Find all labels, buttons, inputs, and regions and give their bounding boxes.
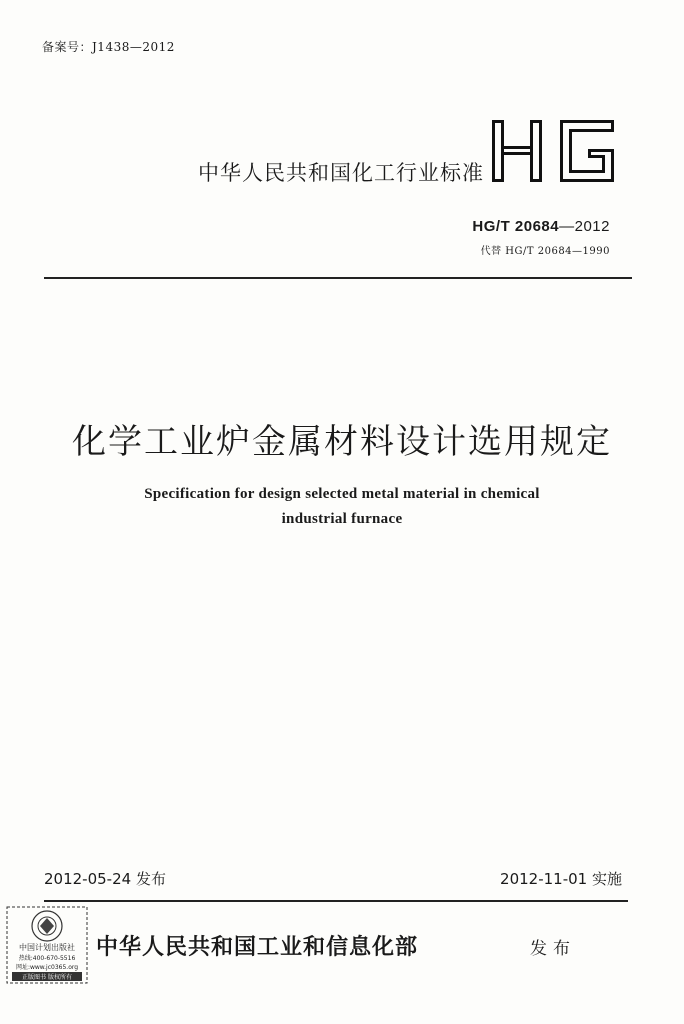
title-english-line2: industrial furnace bbox=[281, 511, 403, 527]
publish-label: 发布 bbox=[530, 939, 576, 959]
filing-number: 备案号：J1438—2012 bbox=[42, 40, 175, 54]
standard-category: 中华人民共和国化工行业标准 bbox=[198, 161, 484, 185]
standard-number-year: 2012 bbox=[574, 218, 610, 235]
implementation-date: 2012-11-01 实施 bbox=[500, 870, 622, 888]
title-chinese: 化学工业炉金属材料设计选用规定 bbox=[72, 422, 612, 462]
standard-number bbox=[472, 218, 610, 235]
footer-divider bbox=[44, 900, 628, 902]
header-divider bbox=[44, 277, 632, 279]
title-english bbox=[0, 482, 684, 532]
publisher: 中华人民共和国工业和信息化部 bbox=[96, 935, 419, 960]
title-english-line1: Specification for design selected metal material in chemical bbox=[144, 486, 540, 502]
replaces-note: 代替 HG/T 20684—1990 bbox=[480, 246, 610, 257]
stamp-line2: 热线:400-670-5516 bbox=[18, 955, 76, 962]
stamp-line1: 中国计划出版社 bbox=[19, 943, 75, 952]
hg-logo bbox=[490, 118, 618, 184]
stamp-line3: 网址:www.jc0365.org bbox=[15, 964, 79, 971]
standard-number-separator: — bbox=[559, 218, 575, 235]
issue-date: 2012-05-24 发布 bbox=[44, 870, 166, 888]
stamp-line4: 正版图书 版权所有 bbox=[22, 974, 72, 981]
publisher-stamp bbox=[6, 906, 88, 984]
standard-number-code: HG/T 20684 bbox=[472, 218, 560, 235]
